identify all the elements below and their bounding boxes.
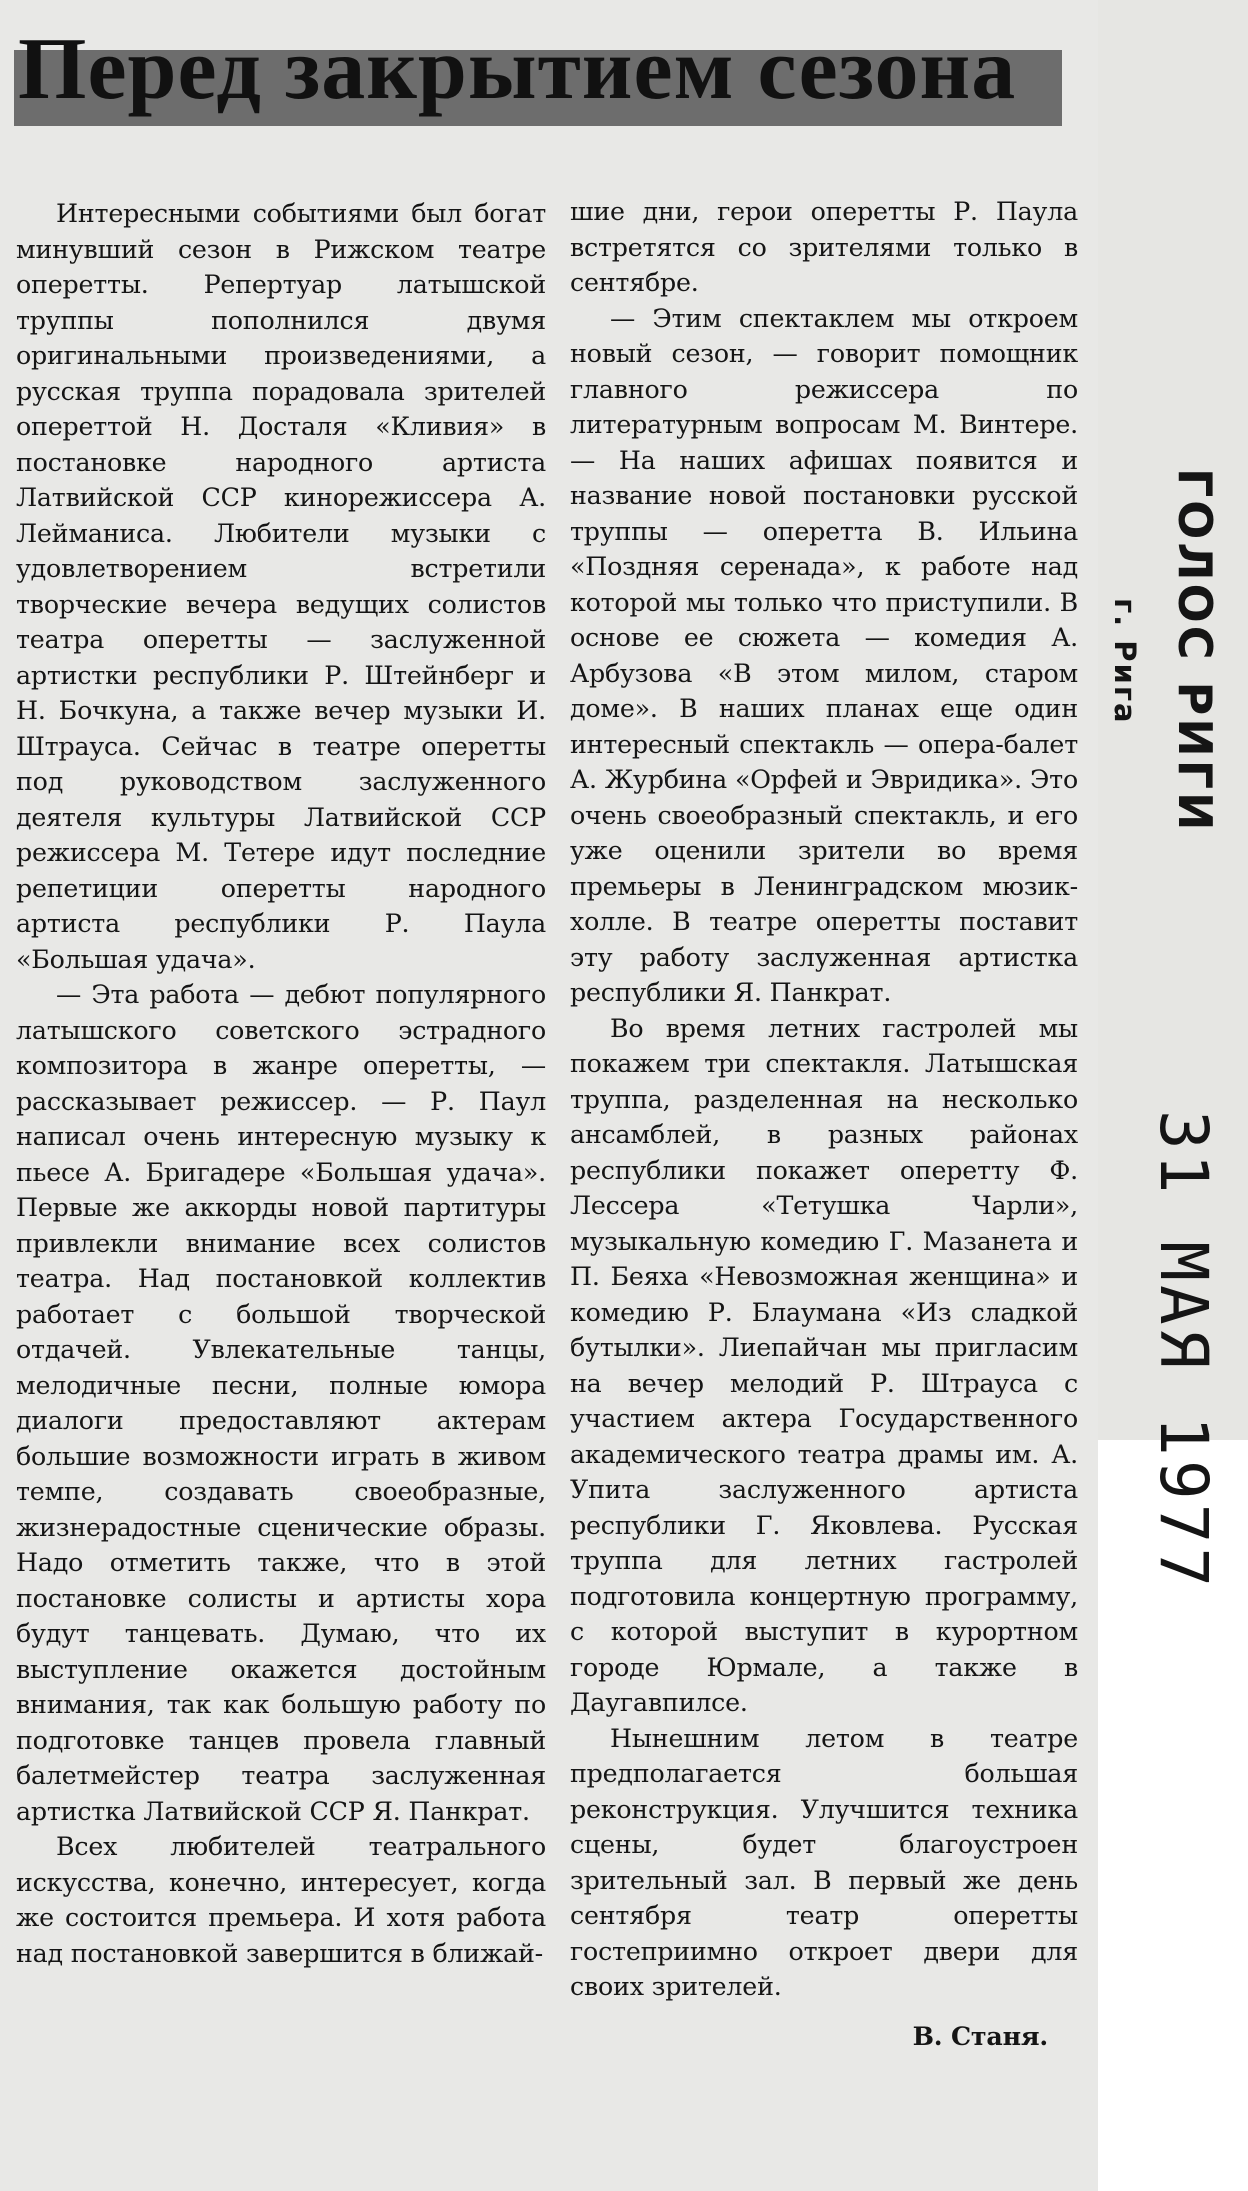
stamp-date: 31 МАЯ 1977: [1145, 1110, 1222, 1592]
article-column-2: [570, 194, 1078, 2054]
paragraph-intro: Интересными событиями был богат минувший сезон в Рижском театре оперетты. Репертуар латышской труппы пополнился двумя оригинальными произведениями, а русская труппа порадовала зрителей опереттой Н. Досталя «Кливия» в постановке народного артиста Латвийской ССР кинорежиссера А. Лейманиса. Любители музыки с удовлетворением встретили творческие вечера ведущих солистов театра оперетты — заслуженной артистки республики Р. Штейнберг и Н. Бочкуна, а также вечер музыки И. Штрауса. Сейчас в театре оперетты под руководством заслуженного деятеля культуры Латвийской ССР режиссера М. Тетере идут последние репетиции оперетты народного артиста республики Р. Паула «Большая удача».: [16, 199, 546, 974]
paragraph-summer-tour: Во время летних гастролей мы покажем три спектакля. Латышская труппа, разделенная на несколько ансамблей, в разных районах республики покажет оперетту Ф. Лессера «Тетушка Чарли», музыкальную комедию Г. Мазанета и П. Беяха «Невозможная женщина» и комедию Р. Блаумана «Из сладкой бутылки». Лиепайчан мы пригласим на вечер мелодий Р. Штрауса с участием актера Государственного академического театра драмы им. А. Упита заслуженного артиста республики Г. Яковлева. Русская труппа для летних гастролей подготовила концертную программу, с которой выступит в курортном городе Юрмале, а также в Даугавпилсе.: [570, 1013, 1078, 1717]
paragraph-continuation: шие дни, герои оперетты Р. Паула встретятся со зрителями только в сентябре.: [570, 197, 1078, 297]
paragraph-reconstruction: Нынешним летом в театре предполагается большая реконструкция. Улучшится техника сцены, будет благоустроен зрительный зал. В первый же день сентября театр оперетты гостеприимно откроет двери для своих зрителей.: [570, 1723, 1078, 2001]
stamp-newspaper-name: ГОЛОС РИГИ: [1168, 468, 1222, 834]
author-signature: В. Станя.: [912, 2020, 1048, 2051]
article-column-1: [16, 196, 546, 1971]
paragraph-new-season: — Этим спектаклем мы откроем новый сезон, — говорит помощник главного режиссера по литературным вопросам М. Винтере. — На наших афишах появится и название новой постановки русской труппы — оперетта В. Ильина «Поздняя серенада», к работе над которой мы только что приступили. В основе ее сюжета — комедия А. Арбузова «В этом милом, старом доме». В наших планах еще один интересный спектакль — опера-балет А. Журбина «Орфей и Эвридика». Это очень своеобразный спектакль, и его уже оценили зрители во время премьеры в Ленинградском мюзик-холле. В театре оперетты поставит эту работу заслуженная артистка республики Я. Панкрат.: [570, 303, 1078, 1007]
stamp-city: г. Рига: [1108, 598, 1142, 725]
paragraph-director-quote: — Эта работа — дебют популярного латышского советского эстрадного композитора в жанре оперетты, — рассказывает режиссер. — Р. Паул написал очень интересную музыку к пьесе А. Бригадере «Большая удача». Первые же аккорды новой партитуры привлекли внимание всех солистов театра. Над постановкой коллектив работает с большой творческой отдачей. Увлекательные танцы, мелодичные песни, полные юмора диалоги предоставляют актерам большие возможности играть в живом темпе, создавать своеобразные, жизнерадостные сценические образы. Надо отметить также, что в этой постановке солисты и артисты хора будут танцевать. Думаю, что их выступление окажется достойным внимания, так как большую работу по подготовке танцев провела главный балетмейстер театра заслуженная артистка Латвийской ССР Я. Панкрат.: [16, 980, 546, 1826]
paragraph-premiere: Всех любителей театрального искусства, конечно, интересует, когда же состоится премьера. И хотя работа над постановкой завершится в ближай-: [16, 1832, 546, 1968]
article-headline: Перед закрытием сезона: [18, 21, 1017, 118]
